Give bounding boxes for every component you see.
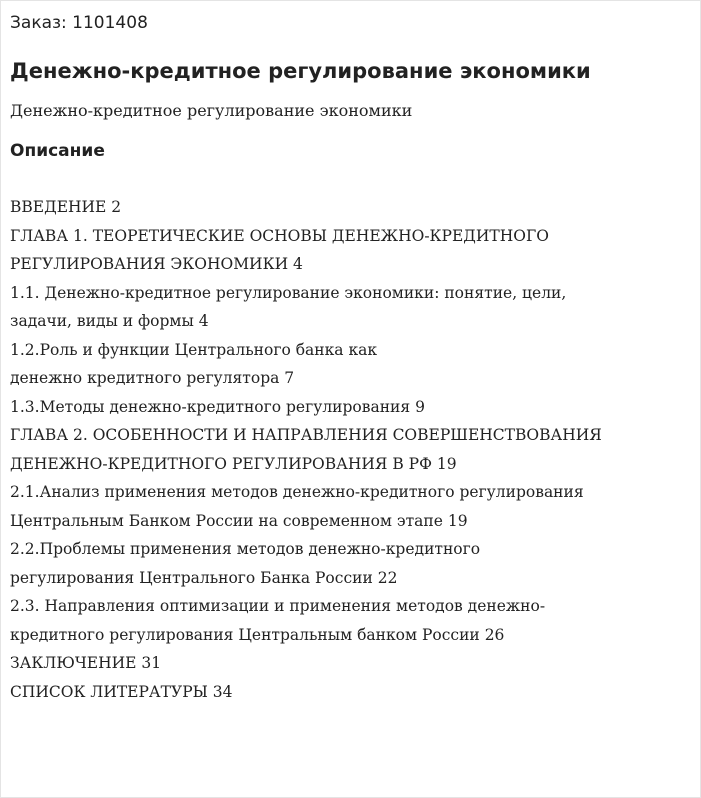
toc-line: ВВЕДЕНИЕ 2	[10, 198, 122, 216]
table-of-contents	[10, 193, 694, 706]
toc-line: 2.1.Анализ применения методов денежно-кредитного регулирования	[10, 483, 584, 501]
toc-line: денежно кредитного регулятора 7	[10, 369, 295, 387]
order-number: Заказ: 1101408	[10, 13, 148, 33]
toc-line: кредитного регулирования Центральным банком России 26	[10, 625, 505, 644]
toc-line: РЕГУЛИРОВАНИЯ ЭКОНОМИКИ 4	[10, 255, 303, 273]
page-subtitle: Денежно-кредитное регулирование экономики	[10, 101, 413, 120]
toc-line: ЗАКЛЮЧЕНИЕ 31	[10, 654, 162, 672]
description-heading: Описание	[10, 141, 105, 161]
toc-line: ДЕНЕЖНО-КРЕДИТНОГО РЕГУЛИРОВАНИЯ В РФ 19	[10, 454, 457, 473]
toc-line: СПИСОК ЛИТЕРАТУРЫ 34	[10, 682, 233, 701]
toc-line: ГЛАВА 2. ОСОБЕННОСТИ И НАПРАВЛЕНИЯ СОВЕРШЕНСТВОВАНИЯ	[10, 426, 602, 444]
toc-line: 1.2.Роль и функции Центрального банка как	[10, 340, 378, 359]
page-title: Денежно-кредитное регулирование экономики	[10, 59, 591, 83]
toc-line: Центральным Банком России на современном этапе 19	[10, 511, 468, 530]
toc-line: 1.1. Денежно-кредитное регулирование экономики: понятие, цели,	[10, 283, 567, 302]
toc-line: 2.2.Проблемы применения методов денежно-кредитного	[10, 540, 481, 558]
toc-line: регулирования Центрального Банка России 22	[10, 568, 398, 587]
toc-line: 2.3. Направления оптимизации и применения методов денежно-	[10, 597, 546, 615]
toc-line: задачи, виды и формы 4	[10, 312, 209, 330]
document-content	[10, 9, 694, 706]
toc-line: ГЛАВА 1. ТЕОРЕТИЧЕСКИЕ ОСНОВЫ ДЕНЕЖНО-КРЕДИТНОГО	[10, 226, 549, 245]
toc-line: 1.3.Методы денежно-кредитного регулирования 9	[10, 397, 425, 416]
